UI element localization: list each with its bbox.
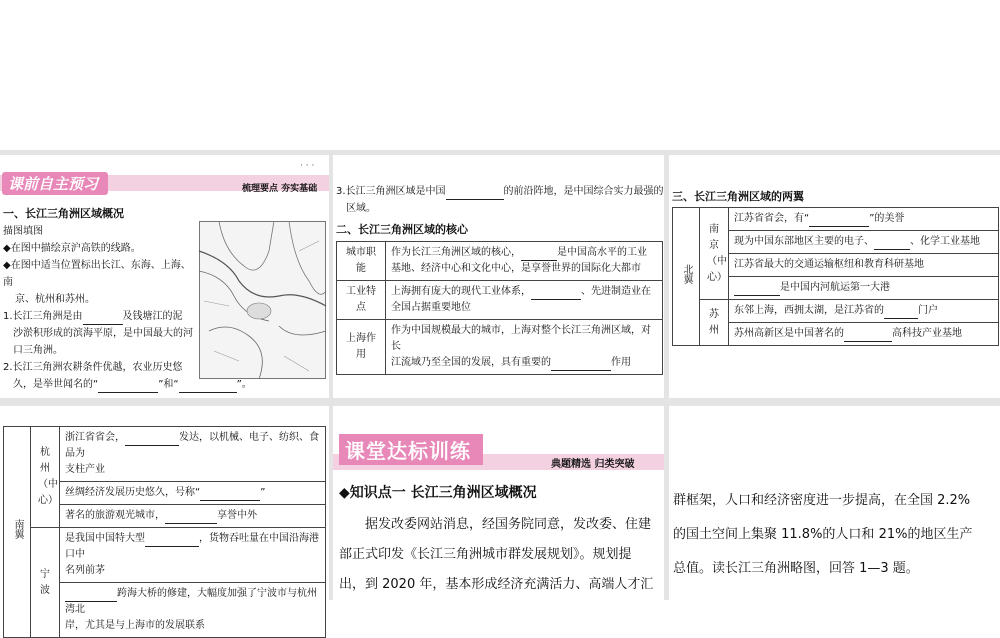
table-row	[337, 281, 663, 320]
row-content	[60, 528, 326, 583]
cell-text: 享誉中外	[217, 510, 257, 521]
cell-blank	[165, 511, 217, 524]
cell-text: 上海拥有庞大的现代工业体系，	[391, 286, 531, 297]
south-wing-table	[3, 426, 326, 638]
cell-blank	[531, 287, 581, 300]
north-wing-table	[672, 207, 999, 346]
preview-tagline: 梳理要点 夯实基础	[242, 184, 318, 194]
q3-text	[336, 183, 664, 217]
row-content	[729, 231, 999, 254]
q3-post: 的前沿阵地，是中国综合实力最强的	[503, 186, 664, 197]
table-row	[673, 208, 999, 231]
cell-blank	[125, 433, 179, 446]
cell-text: 江苏省省会，有“	[734, 213, 810, 224]
q1-blank	[83, 312, 123, 325]
cell-text: 作用	[611, 357, 631, 368]
panel-wings-south	[0, 406, 329, 631]
cell-text: ”的美誉	[869, 213, 905, 224]
q3-pre: 3.长江三角洲区域是中国	[336, 186, 446, 197]
cell-text: 门户	[918, 305, 938, 316]
cell-text: 、先进制造业在	[581, 286, 651, 297]
table-row	[4, 427, 326, 482]
q2-post: ”。	[236, 379, 252, 390]
row-label: 工业特点	[337, 281, 386, 320]
row-content: 江苏省最大的交通运输枢纽和教育科研基地	[729, 254, 999, 277]
section2-heading: 二、长江三角洲区域的核心	[336, 223, 468, 236]
section1-heading: 一、长江三角洲区域概况	[3, 207, 124, 220]
section3-heading: 三、长江三角洲区域的两翼	[672, 190, 804, 203]
cell-text: 名列前茅	[65, 565, 105, 576]
task-1: ◆在图中描绘京沪高铁的线路。	[3, 243, 141, 254]
q2-mid: ”和“	[158, 379, 179, 390]
row-content	[60, 482, 326, 505]
cell-text: 江流域乃至全国的发展，具有重要的	[391, 357, 551, 368]
table-row	[337, 242, 663, 281]
para-line: 出，到 2020 年，基本形成经济充满活力、高端人才汇	[339, 577, 654, 592]
q1-line2: 沙淤积形成的滨海平原，是中国最大的河	[13, 328, 193, 339]
q1-line3: 口三角洲。	[13, 345, 63, 356]
q1-pre: 1.长江三角洲是由	[3, 311, 83, 322]
task-2a: ◆在图中适当位置标出长江、东海、上海、南	[3, 260, 191, 288]
task-2b: 京、杭州和苏州。	[15, 294, 95, 305]
cell-text: 东邻上海，西拥太湖，是江苏省的	[734, 305, 884, 316]
q3-line1	[336, 183, 664, 200]
para-line: 据发改委网站消息，经国务院同意，发改委、住建	[365, 517, 652, 532]
q3-line2: 区域。	[346, 203, 376, 214]
row-content	[60, 583, 326, 638]
panel-preview	[0, 155, 329, 398]
practice-tagline: 典题精选 归类突破	[551, 459, 635, 470]
cell-text: 全国占据重要地位	[391, 302, 471, 313]
cell-text: 发达，以机械、电子、纺织、食品为	[65, 432, 319, 459]
row-content	[729, 323, 999, 346]
cell-text: 岸，尤其是与上海市的发展联系	[65, 620, 205, 631]
q1-post: 及钱塘江的泥	[122, 311, 183, 322]
cell-text: 苏州高新区是中国著名的	[734, 328, 844, 339]
cell-text: 现为中国东部地区主要的电子、	[734, 236, 874, 247]
row-label: 城市职能	[337, 242, 386, 281]
row-label: 上海作用	[337, 320, 386, 375]
row-content	[386, 320, 663, 375]
city-text: 杭州（中心）	[38, 447, 58, 506]
preview-dots: · · ·	[300, 161, 315, 171]
wing-text: 南翼	[12, 519, 23, 539]
cell-blank	[65, 589, 117, 602]
para-line: 的国土空间上集聚 11.8%的人口和 21%的地区生产	[673, 527, 973, 542]
continuation-paragraph	[673, 484, 1000, 586]
city-suzhou: 苏州	[700, 300, 729, 346]
core-table	[336, 241, 663, 375]
q2-line1: 2.长江三角洲农耕条件优越，农业历史悠	[3, 362, 183, 373]
cell-text: 是中国高水平的工业	[557, 247, 647, 258]
cell-text: 浙江省省会，	[65, 432, 125, 443]
row-content	[729, 277, 999, 300]
cell-text: 是中国内河航运第一大港	[780, 282, 890, 293]
para-line: 部正式印发《长江三角洲城市群发展规划》。规划提	[339, 547, 632, 562]
panel-core	[333, 155, 664, 398]
city-ningbo: 宁波	[31, 528, 60, 638]
table-row	[4, 528, 326, 583]
cell-blank	[551, 358, 611, 371]
cell-blank	[200, 488, 260, 501]
panel-wings-north	[669, 155, 1000, 398]
practice-banner-text: 课堂达标训练	[345, 439, 471, 463]
q2-blank-2	[179, 380, 237, 393]
wing-text: 北翼	[681, 263, 692, 284]
q2-pre: 久，是举世闻名的“	[13, 379, 99, 390]
preview-banner	[2, 172, 108, 195]
cell-text: 、化学工业基地	[910, 236, 980, 247]
city-nanjing	[700, 208, 729, 300]
sub-heading: 描图填图	[3, 226, 43, 237]
cell-text: 基地、经济中心和文化中心，是享誉世界的国际化大都市	[391, 263, 641, 274]
knowledge-point-heading: ◆知识点一 长江三角洲区域概况	[339, 485, 537, 501]
row-content	[729, 300, 999, 323]
cell-text: 丝绸经济发展历史悠久，号称“	[65, 487, 201, 498]
yangtze-delta-map	[199, 221, 326, 379]
panel-practice	[333, 406, 664, 600]
preview-banner-text: 课前自主预习	[8, 175, 99, 193]
table-row	[673, 300, 999, 323]
q3-blank	[446, 187, 504, 200]
city-text: 南京（中心）	[707, 223, 727, 283]
cell-blank	[809, 214, 869, 227]
practice-paragraph	[339, 510, 664, 600]
row-content	[60, 505, 326, 528]
para-line: 群框架，人口和经济密度进一步提高，在全国 2.2%	[673, 493, 971, 508]
row-content	[386, 242, 663, 281]
cell-blank	[874, 237, 910, 250]
wing-label	[673, 208, 700, 346]
cell-text: ，货物吞吐量在中国沿海港口中	[65, 533, 319, 560]
preview-text	[3, 223, 252, 393]
cell-text: 是我国中国特大型	[65, 533, 145, 544]
table-row	[337, 320, 663, 375]
para-line: 总值。读长江三角洲略图，回答 1—3 题。	[673, 561, 919, 576]
city-hangzhou	[31, 427, 60, 528]
cell-text: 跨海大桥的修建，大幅度加强了宁波市与杭州湾北	[65, 588, 317, 615]
cell-text: 作为长江三角洲区域的核心，	[391, 247, 521, 258]
row-content	[386, 281, 663, 320]
cell-blank	[145, 534, 199, 547]
q2-blank-1	[98, 380, 158, 393]
cell-blank	[844, 329, 892, 342]
cell-text: ”	[260, 487, 266, 498]
cell-text: 支柱产业	[65, 464, 105, 475]
q1-line1	[3, 308, 199, 325]
panel-continuation	[669, 406, 1000, 600]
gap-middle	[0, 398, 1000, 406]
cell-blank	[521, 248, 557, 261]
row-content	[729, 208, 999, 231]
practice-banner	[339, 434, 483, 465]
wing-label	[4, 427, 31, 638]
cell-blank	[734, 283, 780, 296]
cell-text: 高科技产业基地	[892, 328, 962, 339]
cell-text: 著名的旅游观光城市，	[65, 510, 165, 521]
row-content	[60, 427, 326, 482]
cell-blank	[884, 306, 918, 319]
cell-text: 作为中国规模最大的城市，上海对整个长江三角洲区域，对长	[391, 325, 651, 352]
